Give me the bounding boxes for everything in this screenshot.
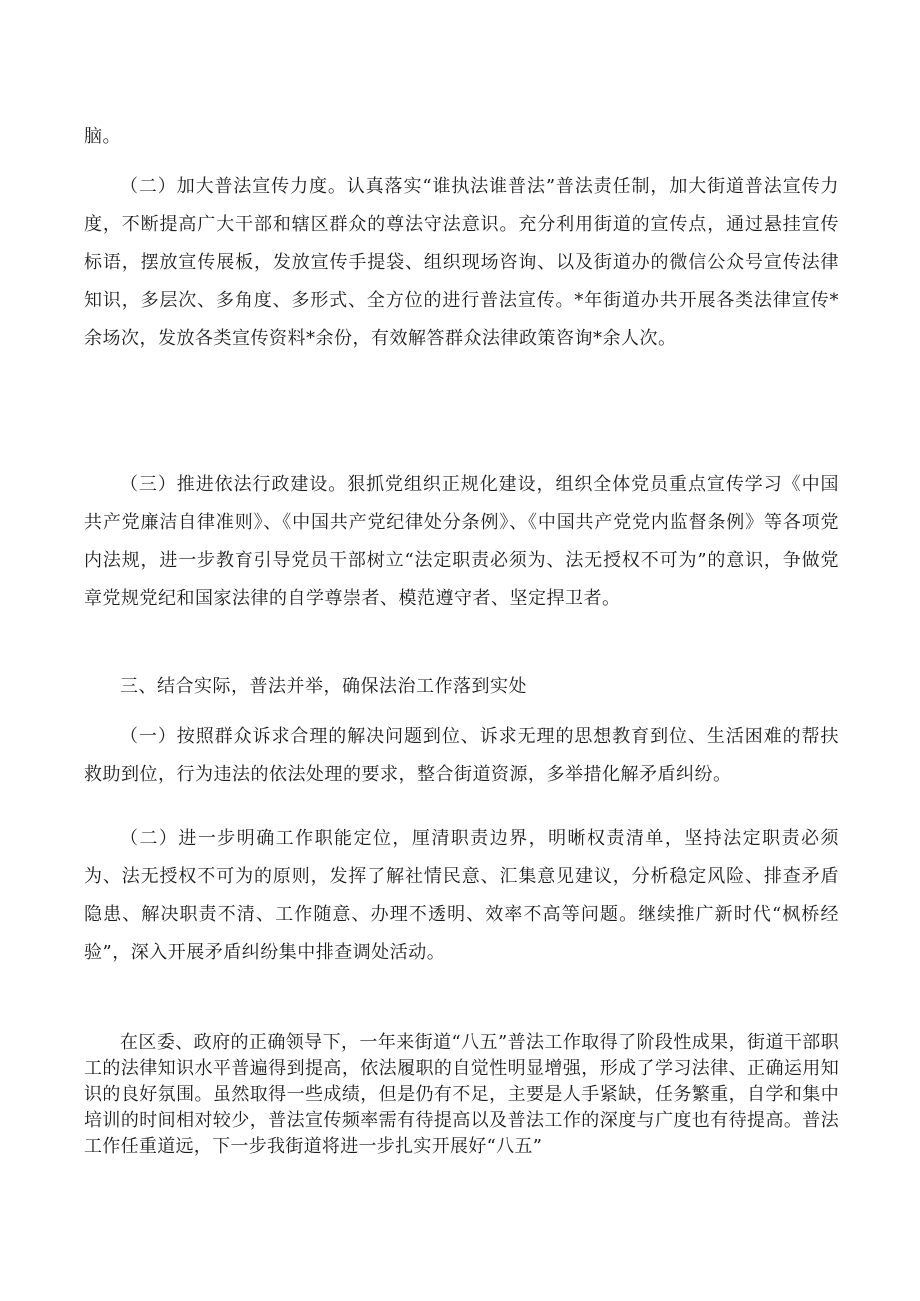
section-heading-three: 三、结合实际，普法并举，确保法治工作落到实处 bbox=[120, 676, 527, 697]
paragraph-administration: （三）推进依法行政建设。狠抓党组织正规化建设，组织全体党员重点宣传学习《中国共产党廉洁自律准则》、《中国共产党纪律处分条例》、《中国共产党党内监督条例》等各项党内法规，进一步教育引导党员干部树立“法定职责必须为、法无授权不可为”的意识，争做党章党规党纪和国家法律的自学尊崇者、模范遵守者、坚定捍卫者。 bbox=[84, 474, 839, 609]
paragraph-continuation: 脑。 bbox=[84, 126, 121, 147]
paragraph-responsibilities: （二）进一步明确工作职能定位，厘清职责边界，明晰权责清单，坚持法定职责必须为、法无授权不可为的原则，发挥了解社情民意、汇集意见建议，分析稳定风险、排查矛盾隐患、解决职责不清、工作随意、办理不透明、效率不高等问题。继续推广新时代“枫桥经验”，深入开展矛盾纠纷集中排查调处活动。 bbox=[84, 828, 839, 963]
paragraph-disputes: （一）按照群众诉求合理的解决问题到位、诉求无理的思想教育到位、生活困难的帮扶救助到位，行为违法的依法处理的要求，整合街道资源，多举措化解矛盾纠纷。 bbox=[84, 726, 839, 785]
paragraph-summary: 在区委、政府的正确领导下，一年来街道“八五”普法工作取得了阶段性成果，街道干部职工的法律知识水平普遍得到提高，依法履职的自觉性明显增强，形成了学习法律、正确运用知识的良好氛围。虽然取得一些成绩，但是仍有不足，主要是人手紧缺，任务繁重，自学和集中培训的时间相对较少，普法宣传频率需有待提高以及普法工作的深度与广度也有待提高。普法工作任重道远，下一步我街道将进一步扎实开展好“八五” bbox=[84, 1032, 839, 1157]
paragraph-publicity: （二）加大普法宣传力度。认真落实“谁执法谁普法”普法责任制，加大街道普法宣传力度，不断提高广大干部和辖区群众的尊法守法意识。充分利用街道的宣传点，通过悬挂宣传标语，摆放宣传展板，发放宣传手提袋、组织现场咨询、以及街道办的微信公众号宣传法律知识，多层次、多角度、多形式、全方位的进行普法宣传。*年街道办共开展各类法律宣传*余场次，发放各类宣传资料*余份，有效解答群众法律政策咨询*余人次。 bbox=[84, 176, 839, 349]
